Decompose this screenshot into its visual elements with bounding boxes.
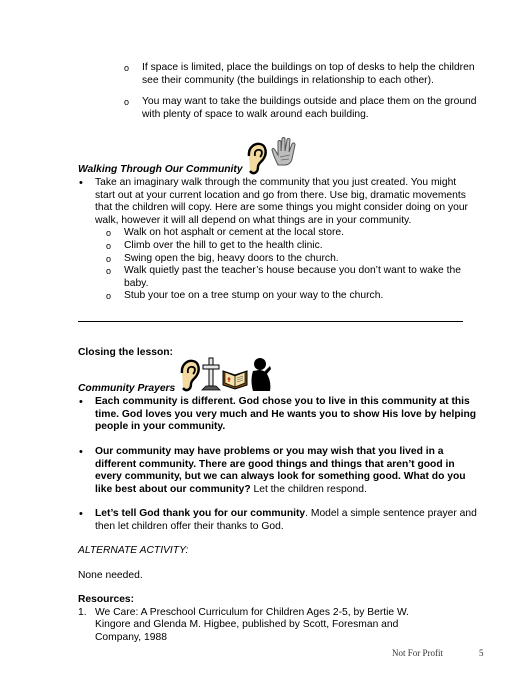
walking-bullet-line: walk, however it will all depend on what things are in your community. xyxy=(95,214,412,226)
sub-bullet-circle: o xyxy=(106,266,112,277)
prayer-instruction: Let the children respond. xyxy=(250,483,367,495)
intro-item-2: You may want to take the buildings outside and place them on the ground with plenty of space to walk around each building. xyxy=(142,96,477,120)
sub-bullet-circle: o xyxy=(124,97,130,107)
resource-line: Company, 1988 xyxy=(95,631,167,643)
sub-bullet-circle: o xyxy=(106,253,112,264)
prayer-line: people in your community. xyxy=(95,421,226,433)
bullet-dot: • xyxy=(79,446,83,458)
prayer-line: then let children offer their thanks to God. xyxy=(95,520,284,532)
cross-icon xyxy=(200,356,222,392)
prayer-line-mixed xyxy=(95,484,367,497)
walking-sub-item-continued: baby. xyxy=(124,277,149,289)
intro-item-1: If space is limited, place the buildings on top of desks to help the children see their community (the buildings in relationship to each other). xyxy=(142,62,475,86)
alternate-heading: ALTERNATE ACTIVITY: xyxy=(78,545,189,556)
resource-number: 1. xyxy=(78,606,87,618)
bible-icon xyxy=(221,365,249,391)
prayer-line: time. God loves you very much and He wants you to show His love by helping xyxy=(95,408,477,420)
bullet-dot: • xyxy=(79,177,83,189)
section-divider xyxy=(78,321,463,322)
closing-heading: Closing the lesson: xyxy=(78,347,173,358)
walking-bullet-line: that the children will copy. Here are some things you might consider doing on your xyxy=(95,202,468,214)
alternate-text: None needed. xyxy=(78,570,143,581)
praying-child-icon xyxy=(248,357,274,393)
walking-sub-item: Walk quietly past the teacher’s house because you don’t want to wake the xyxy=(124,265,461,277)
prayers-heading: Community Prayers xyxy=(78,383,176,394)
sub-bullet-circle: o xyxy=(124,63,130,73)
prayer-line: different community. There are good things and things that aren’t good in xyxy=(95,458,455,470)
walking-bullet-line: Take an imaginary walk through the community that you just created. You might xyxy=(95,177,457,188)
bullet-dot: • xyxy=(79,508,83,520)
bullet-dot: • xyxy=(79,396,83,408)
model-prayer-text: . Model a simple sentence prayer and xyxy=(305,508,477,519)
walking-sub-item: Swing open the big, heavy doors to the church. xyxy=(124,252,339,264)
walking-sub-item: Climb over the hill to get to the health clinic. xyxy=(124,240,323,251)
hand-icon xyxy=(270,137,300,167)
walking-sub-item: Stub your toe on a tree stump on your way to the church. xyxy=(124,290,384,302)
sub-bullet-circle: o xyxy=(106,291,112,302)
sub-bullet-circle: o xyxy=(106,241,112,251)
walking-bullet-line: start out at your current location and go from there. Use big, dramatic movements xyxy=(95,189,466,201)
page-number: 5 xyxy=(479,648,484,658)
prayer-line: every community, but we can always look for something good. What do you xyxy=(95,471,466,483)
thank-god-text: Let’s tell God thank you for our community xyxy=(95,508,306,519)
prayer-line: Each community is different. God chose you to live in this community at this xyxy=(95,396,470,407)
walking-heading: Walking Through Our Community xyxy=(78,164,243,175)
walking-sub-item: Walk on hot asphalt or cement at the local store. xyxy=(124,227,344,239)
ear-icon xyxy=(178,359,200,393)
prayer-line: Our community may have problems or you may wish that you lived in a xyxy=(95,446,444,457)
prayer-question: like best about our community? xyxy=(95,483,251,495)
resource-line: We Care: A Preschool Curriculum for Children Ages 2-5, by Bertie W. xyxy=(95,606,409,618)
ear-icon xyxy=(245,142,267,176)
prayer-line-mixed xyxy=(95,508,477,521)
resource-line: Kingore and Glenda M. Higbee, published by Scott, Foresman and xyxy=(95,619,399,631)
footer-label: Not For Profit xyxy=(392,648,444,658)
resources-heading: Resources: xyxy=(78,594,135,605)
sub-bullet-circle: o xyxy=(106,228,112,239)
